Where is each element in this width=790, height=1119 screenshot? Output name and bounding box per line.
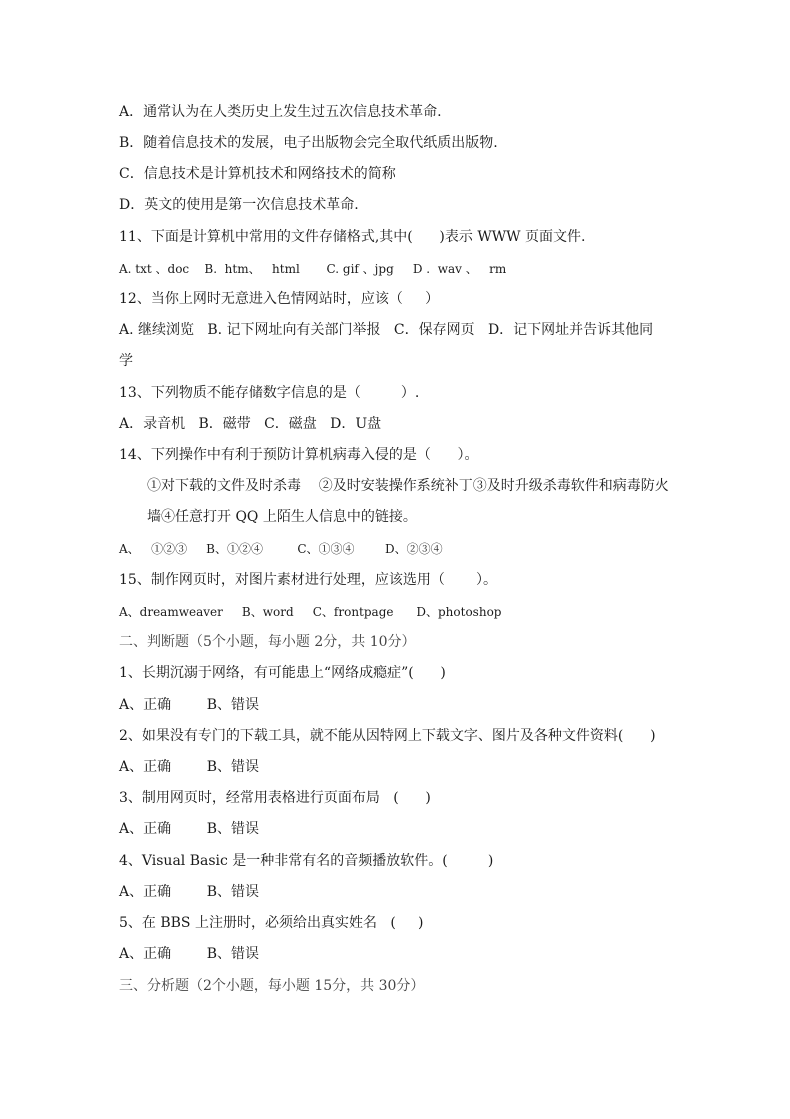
option-line: A、 ①②③ B、①②④ C、①③④ D、②③④ [119,542,443,556]
section-heading: 三、分析题（2个小题，每小题 15分，共 30分） [119,978,425,994]
question-line: 13、下列物质不能存储数字信息的是（ ）. [119,385,420,401]
option-line: D．英文的使用是第一次信息技术革命. [119,197,359,213]
option-line: A、正确 B、错误 [119,946,259,962]
option-line: B．随着信息技术的发展，电子出版物会完全取代纸质出版物. [119,135,498,151]
option-line: A、正确 B、错误 [119,821,259,837]
question-line: 12、当你上网时无意进入色情网站时，应该（ ） [119,291,440,307]
option-line: C．信息技术是计算机技术和网络技术的简称 [119,166,396,182]
option-line: A、dreamweaver B、word C、frontpage D、photoshop [119,605,502,619]
option-line: A、正确 B、错误 [119,884,259,900]
option-line: A. 继续浏览 B. 记下网址向有关部门举报 C．保存网页 D．记下网址并告诉其他同 [119,322,654,338]
question-line: 2、如果没有专门的下载工具，就不能从因特网上下载文字、图片及各种文件资料( ) [119,728,656,744]
question-line: 14、下列操作中有利于预防计算机病毒入侵的是（ ）。 [119,447,479,463]
question-line: 11、下面是计算机中常用的文件存储格式,其中( )表示 WWW 页面文件. [119,229,586,245]
option-line: A、正确 B、错误 [119,697,259,713]
question-detail-line: ①对下载的文件及时杀毒 ②及时安装操作系统补丁③及时升级杀毒软件和病毒防火 [147,478,669,494]
question-line: 3、制用网页时，经常用表格进行页面布局 ( ) [119,790,431,806]
option-line: A. txt 、doc B. htm、 html C. gif 、jpg D . wav 、 rm [119,262,507,276]
question-line: 4、Visual Basic 是一种非常有名的音频播放软件。( ) [119,853,494,869]
question-line: 1、长期沉溺于网络，有可能患上“网络成瘾症”( ) [119,665,446,681]
question-detail-line: 墙④任意打开 QQ 上陌生人信息中的链接。 [147,509,417,525]
option-line: 学 [119,353,133,369]
option-line: A．通常认为在人类历史上发生过五次信息技术革命. [119,104,442,120]
option-line: A、正确 B、错误 [119,759,259,775]
question-line: 5、在 BBS 上注册时，必须给出真实姓名 ( ) [119,915,424,931]
option-line: A．录音机 B．磁带 C．磁盘 D．U盘 [119,416,382,432]
question-line: 15、制作网页时，对图片素材进行处理，应该选用（ ）。 [119,572,497,588]
section-heading: 二、判断题（5个小题，每小题 2分，共 10分） [119,634,416,650]
